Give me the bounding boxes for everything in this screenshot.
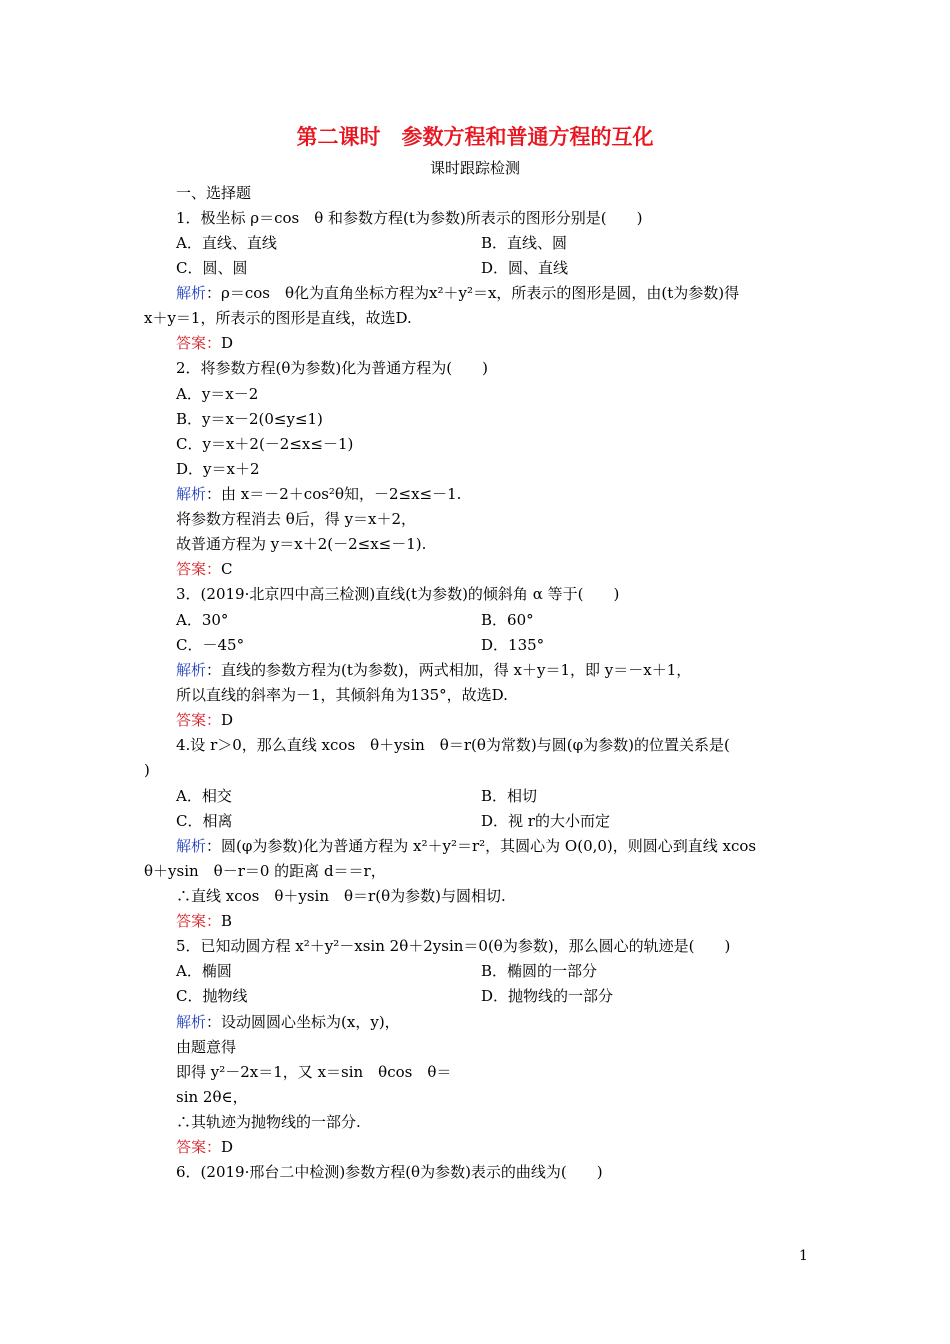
- analysis-label: 解析: [176, 837, 207, 855]
- colon: ：: [206, 485, 222, 503]
- question-3-option-b: B．60°: [481, 611, 534, 629]
- question-4-stem-cont: ): [144, 761, 150, 779]
- question-2-stem: 2．将参数方程(θ为参数)化为普通方程为( ): [176, 359, 488, 377]
- question-4-answer: [176, 911, 232, 931]
- question-4-solution-cont: θ＋ysin θ－r＝0 的距离 d＝＝r，: [144, 862, 386, 880]
- answer-label: 答案：: [176, 560, 222, 578]
- section-heading: 一、选择题: [176, 184, 252, 202]
- solution-text: 圆(φ为参数)化为普通方程为 x²＋y²＝r²，其圆心为 O(0,0)，则圆心到直线 xcos: [221, 837, 757, 855]
- question-2-option-b: B．y＝x－2(0≤y≤1): [176, 410, 323, 428]
- colon: ：: [206, 284, 222, 302]
- question-3-stem: 3．(2019·北京四中高三检测)直线(t为参数)的倾斜角 α 等于( ): [176, 585, 620, 603]
- solution-text: 设动圆圆心坐标为(x，y)，: [221, 1013, 400, 1031]
- answer-label: 答案：: [176, 1138, 222, 1156]
- question-1-option-c: C．圆、圆: [176, 259, 248, 277]
- page-subtitle: 课时跟踪检测: [429, 159, 520, 177]
- solution-text: 由 x＝－2＋cos²θ知，－2≤x≤－1.: [221, 485, 462, 503]
- colon: ：: [206, 661, 222, 679]
- analysis-label: 解析: [176, 1013, 207, 1031]
- analysis-label: 解析: [176, 661, 207, 679]
- question-4-solution: [176, 836, 756, 856]
- question-3-option-a: A．30°: [176, 611, 229, 629]
- solution-text: ρ＝cos θ化为直角坐标方程为x²＋y²＝x，所表示的图形是圆，由(t为参数)得: [221, 284, 740, 302]
- question-2-answer: [176, 559, 233, 579]
- answer-value: D: [221, 334, 234, 352]
- question-4-option-b: B．相切: [481, 787, 538, 805]
- question-2-solution-line-2: 将参数方程消去 θ后，得 y＝x＋2，: [176, 510, 417, 528]
- question-3-solution-line-2: 所以直线的斜率为－1，其倾斜角为135°，故选D.: [176, 686, 508, 704]
- question-3-solution: [176, 660, 691, 680]
- question-5-solution-line-3: 即得 y²－2x＝1，又 x＝sin θcos θ＝: [176, 1063, 452, 1081]
- question-2-option-d: D．y＝x＋2: [176, 460, 260, 478]
- question-3-answer: [176, 710, 233, 730]
- question-5-stem: 5．已知动圆方程 x²＋y²－xsin 2θ＋2ysin＝0(θ为参数)，那么圆心的轨迹是( ): [176, 937, 731, 955]
- question-3-option-c: C．－45°: [176, 636, 245, 654]
- question-6-stem: 6．(2019·邢台二中检测)参数方程(θ为参数)表示的曲线为( ): [176, 1163, 603, 1181]
- answer-value: D: [221, 1138, 234, 1156]
- question-5-option-d: D．抛物线的一部分: [481, 987, 614, 1005]
- answer-label: 答案：: [176, 711, 222, 729]
- answer-label: 答案：: [176, 912, 222, 930]
- page-title: 第二课时 参数方程和普通方程的互化: [296, 125, 654, 149]
- analysis-label: 解析: [176, 485, 207, 503]
- question-5-solution-line-4: sin 2θ∈，: [176, 1088, 248, 1106]
- question-1-option-d: D．圆、直线: [481, 259, 569, 277]
- answer-value: B: [221, 912, 233, 930]
- page-number: 1: [799, 1248, 808, 1264]
- question-5-answer: [176, 1137, 233, 1157]
- question-3-option-d: D．135°: [481, 636, 545, 654]
- question-1-solution-cont: x＋y＝1，所表示的图形是直线，故选D.: [144, 309, 412, 327]
- question-1-option-b: B．直线、圆: [481, 234, 568, 252]
- question-1-stem: 1．极坐标 ρ＝cos θ 和参数方程(t为参数)所表示的图形分别是( ): [176, 209, 643, 227]
- answer-value: C: [221, 560, 233, 578]
- question-4-stem: 4.设 r＞0，那么直线 xcos θ＋ysin θ＝r(θ为常数)与圆(φ为参数)的位置关系是(: [176, 736, 730, 754]
- question-4-option-c: C．相离: [176, 812, 233, 830]
- answer-label: 答案：: [176, 334, 222, 352]
- question-4-option-d: D．视 r的大小而定: [481, 812, 610, 830]
- question-1-answer: [176, 333, 233, 353]
- colon: ：: [206, 837, 222, 855]
- question-2-option-a: A．y＝x－2: [176, 385, 259, 403]
- question-5-solution: [176, 1012, 400, 1032]
- question-2-solution: [176, 484, 461, 504]
- solution-text: 直线的参数方程为(t为参数)，两式相加，得 x＋y＝1，即 y＝－x＋1，: [221, 661, 692, 679]
- question-2-solution-line-3: 故普通方程为 y＝x＋2(－2≤x≤－1).: [176, 535, 427, 553]
- question-5-solution-line-5: ∴其轨迹为抛物线的一部分.: [176, 1113, 361, 1131]
- question-4-option-a: A．相交: [176, 787, 232, 805]
- question-5-solution-line-2: 由题意得: [176, 1038, 237, 1056]
- question-5-option-a: A．椭圆: [176, 962, 232, 980]
- question-1-option-a: A．直线、直线: [176, 234, 277, 252]
- analysis-label: 解析: [176, 284, 207, 302]
- question-2-option-c: C．y＝x＋2(－2≤x≤－1): [176, 435, 354, 453]
- question-5-option-b: B．椭圆的一部分: [481, 962, 598, 980]
- answer-value: D: [221, 711, 234, 729]
- question-5-option-c: C．抛物线: [176, 987, 248, 1005]
- colon: ：: [206, 1013, 222, 1031]
- question-1-solution: [176, 283, 739, 303]
- question-4-solution-line-3: ∴直线 xcos θ＋ysin θ＝r(θ为参数)与圆相切.: [176, 887, 506, 905]
